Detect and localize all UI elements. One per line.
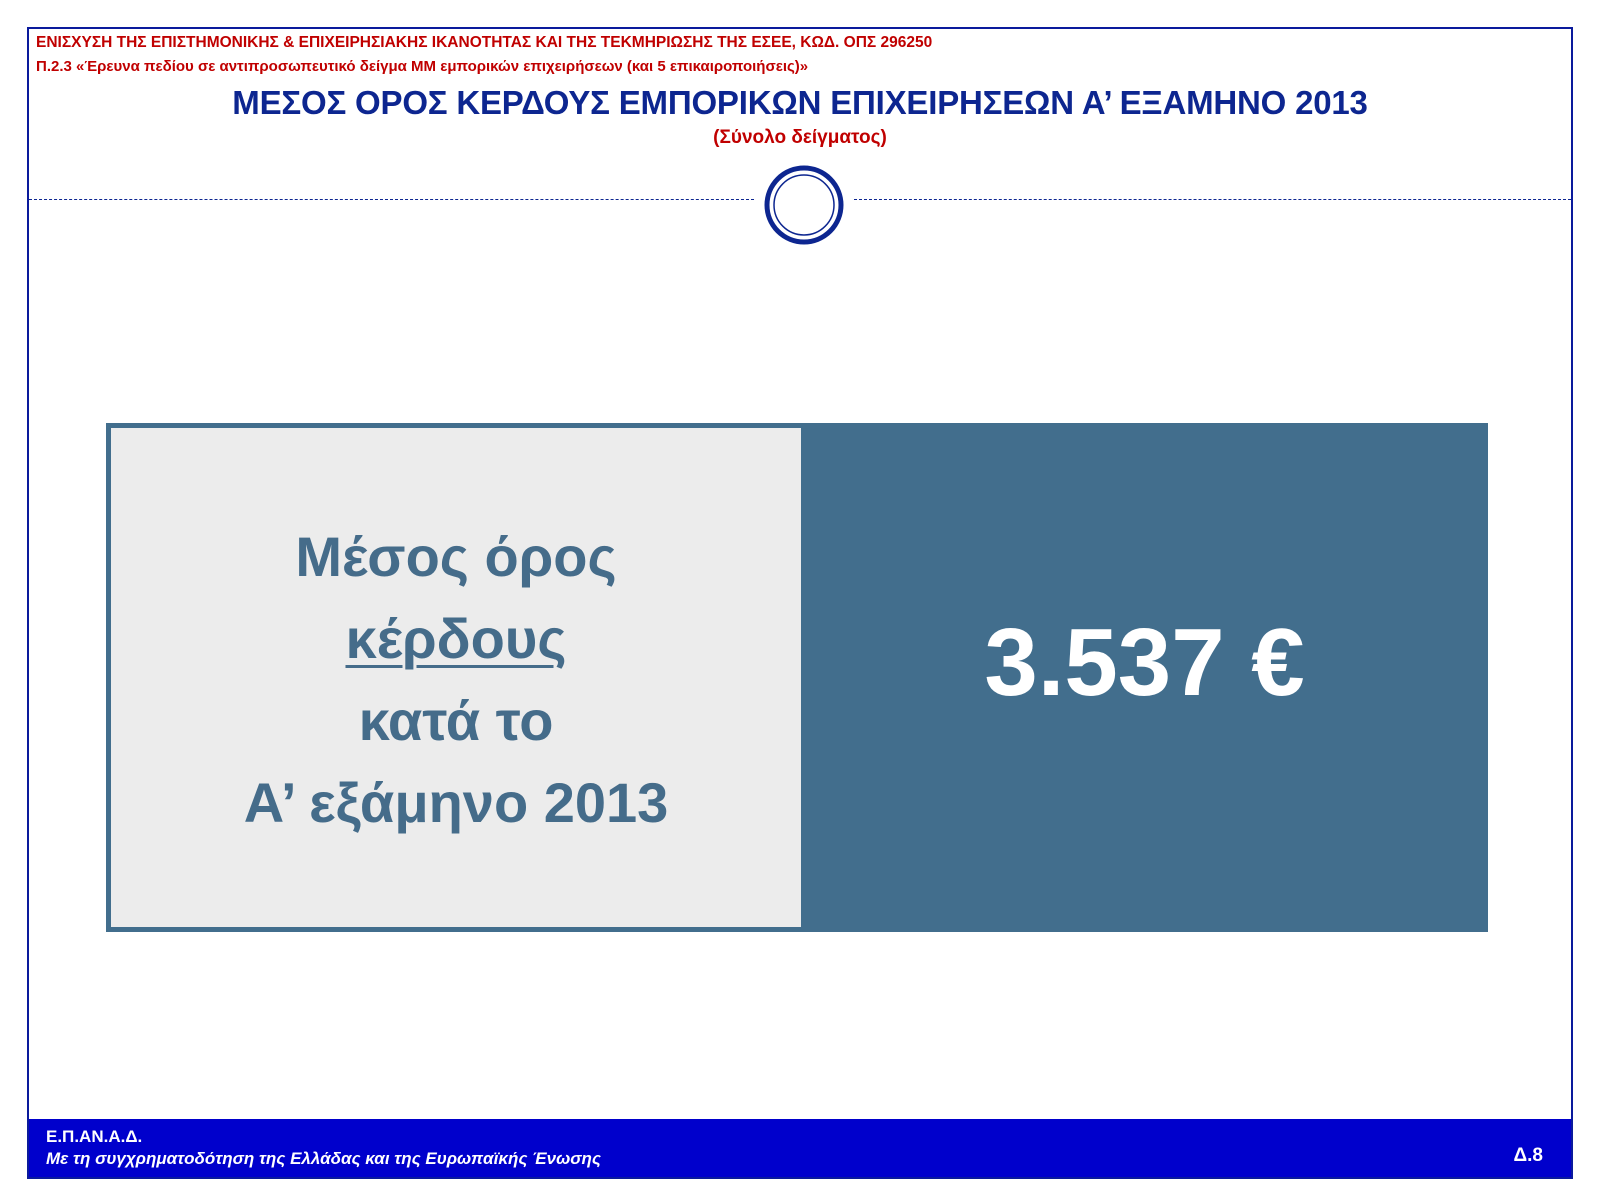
page-number: Δ.8 xyxy=(1513,1145,1543,1166)
stat-label-line-3: κατά το xyxy=(358,689,554,752)
divider-left xyxy=(29,199,754,200)
page-frame xyxy=(27,27,1573,1179)
stat-card xyxy=(106,423,1488,932)
stat-label-box xyxy=(111,428,801,927)
footer-bar xyxy=(29,1119,1571,1177)
project-header: ΕΝΙΣΧΥΣΗ ΤΗΣ ΕΠΙΣΤΗΜΟΝΙΚΗΣ & ΕΠΙΧΕΙΡΗΣΙΑΚΗΣ ΙΚΑΝΟΤΗΤΑΣ ΚΑΙ ΤΗΣ ΤΕΚΜΗΡΙΩΣΗΣ ΤΗΣ ΕΣΕΕ, ΚΩΔ. ΟΠΣ 296250 xyxy=(36,34,933,51)
stat-label-line-4: Α’ εξάμηνο 2013 xyxy=(243,771,669,834)
stat-label-keyword: κέρδους xyxy=(345,607,567,670)
footer-org: Ε.Π.ΑΝ.Α.Δ. xyxy=(46,1127,143,1146)
deliverable-header: Π.2.3 «Έρευνα πεδίου σε αντιπροσωπευτικό δείγμα ΜΜ εμπορικών επιχειρήσεων (και 5 επικαιροποιήσεις)» xyxy=(36,58,809,75)
stat-value: 3.537 € xyxy=(984,609,1305,716)
stat-label-line-2 xyxy=(111,606,801,672)
stat-label-line-1: Μέσος όρος xyxy=(295,525,617,588)
page-title: ΜΕΣΟΣ ΟΡΟΣ ΚΕΡΔΟΥΣ ΕΜΠΟΡΙΚΩΝ ΕΠΙΧΕΙΡΗΣΕΩΝ Α’ ΕΞΑΜΗΝΟ 2013 xyxy=(232,84,1368,121)
footer-funding: Με τη συγχρηματοδότηση της Ελλάδας και της Ευρωπαϊκής Ένωσης xyxy=(46,1149,601,1168)
divider-right xyxy=(854,199,1571,200)
page-subtitle: (Σύνολο δείγματος) xyxy=(713,127,887,148)
ring-icon xyxy=(762,163,846,247)
